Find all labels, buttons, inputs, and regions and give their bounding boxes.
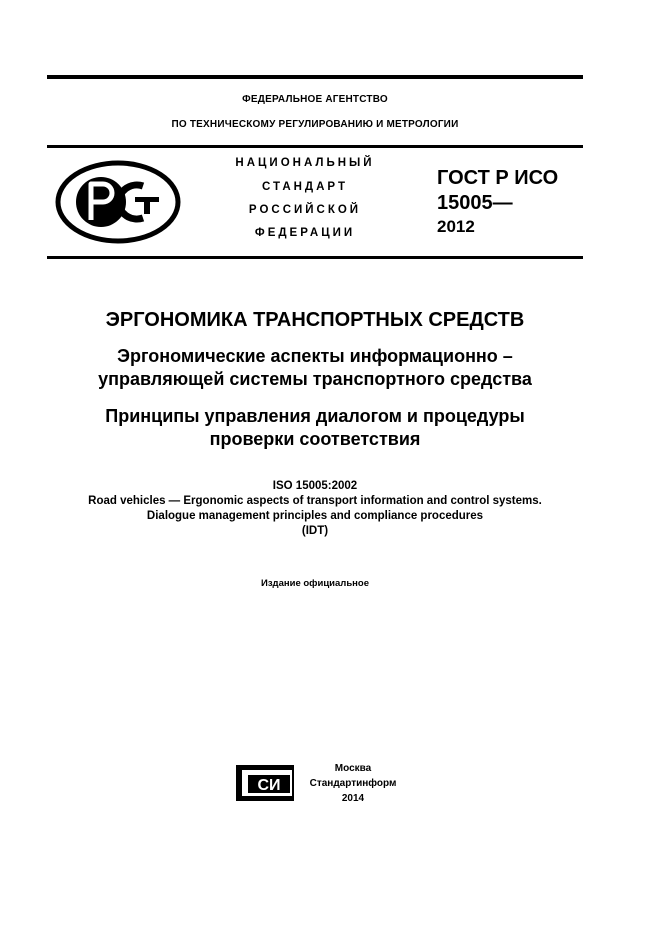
iso-reference [20, 479, 610, 539]
header-bottom-rule [47, 256, 583, 259]
subtitle-1-line-1: Эргономические аспекты информационно – [117, 346, 513, 366]
agency-line-2: ПО ТЕХНИЧЕСКОМУ РЕГУЛИРОВАНИЮ И МЕТРОЛОГИИ [171, 119, 459, 130]
national-standard-line-4: ФЕДЕРАЦИИ [254, 227, 356, 239]
iso-title-line-2: Dialogue management principles and compliance procedures [146, 510, 484, 522]
document-subtitle-1 [20, 345, 610, 391]
iso-number: ISO 15005:2002 [272, 480, 358, 492]
svg-text:СИ: СИ [257, 777, 281, 794]
publisher-block [298, 761, 408, 806]
publisher-city: Москва [334, 763, 372, 774]
rst-certification-mark-icon [55, 160, 181, 244]
national-standard-line-2: СТАНДАРТ [262, 181, 348, 193]
standartinform-logo-icon [234, 763, 298, 803]
header-middle-rule [47, 145, 583, 148]
standard-designation-year: 2012 [437, 217, 475, 236]
document-subtitle-2 [20, 405, 610, 451]
subtitle-2-line-1: Принципы управления диалогом и процедуры [105, 406, 525, 426]
publisher-year: 2014 [341, 793, 365, 804]
agency-line-1: ФЕДЕРАЛЬНОЕ АГЕНТСТВО [242, 94, 388, 105]
standard-designation-line-2: 15005— [437, 192, 513, 214]
iso-degree: (IDT) [301, 525, 329, 537]
publisher-name: Стандартинформ [309, 778, 397, 789]
national-standard-line-3: РОССИЙСКОЙ [248, 204, 362, 216]
standard-designation-line-1: ГОСТ Р ИСО [437, 167, 559, 189]
header-top-rule [47, 75, 583, 79]
iso-title-line-1: Road vehicles — Ergonomic aspects of transport information and control systems. [88, 495, 542, 507]
subtitle-2-line-2: проверки соответствия [209, 429, 421, 449]
national-standard-line-1: НАЦИОНАЛЬНЫЙ [235, 157, 375, 169]
subtitle-1-line-2: управляющей системы транспортного средства [98, 369, 532, 389]
document-title: ЭРГОНОМИКА ТРАНСПОРТНЫХ СРЕДСТВ [105, 309, 525, 331]
edition-label: Издание официальное [261, 578, 369, 589]
